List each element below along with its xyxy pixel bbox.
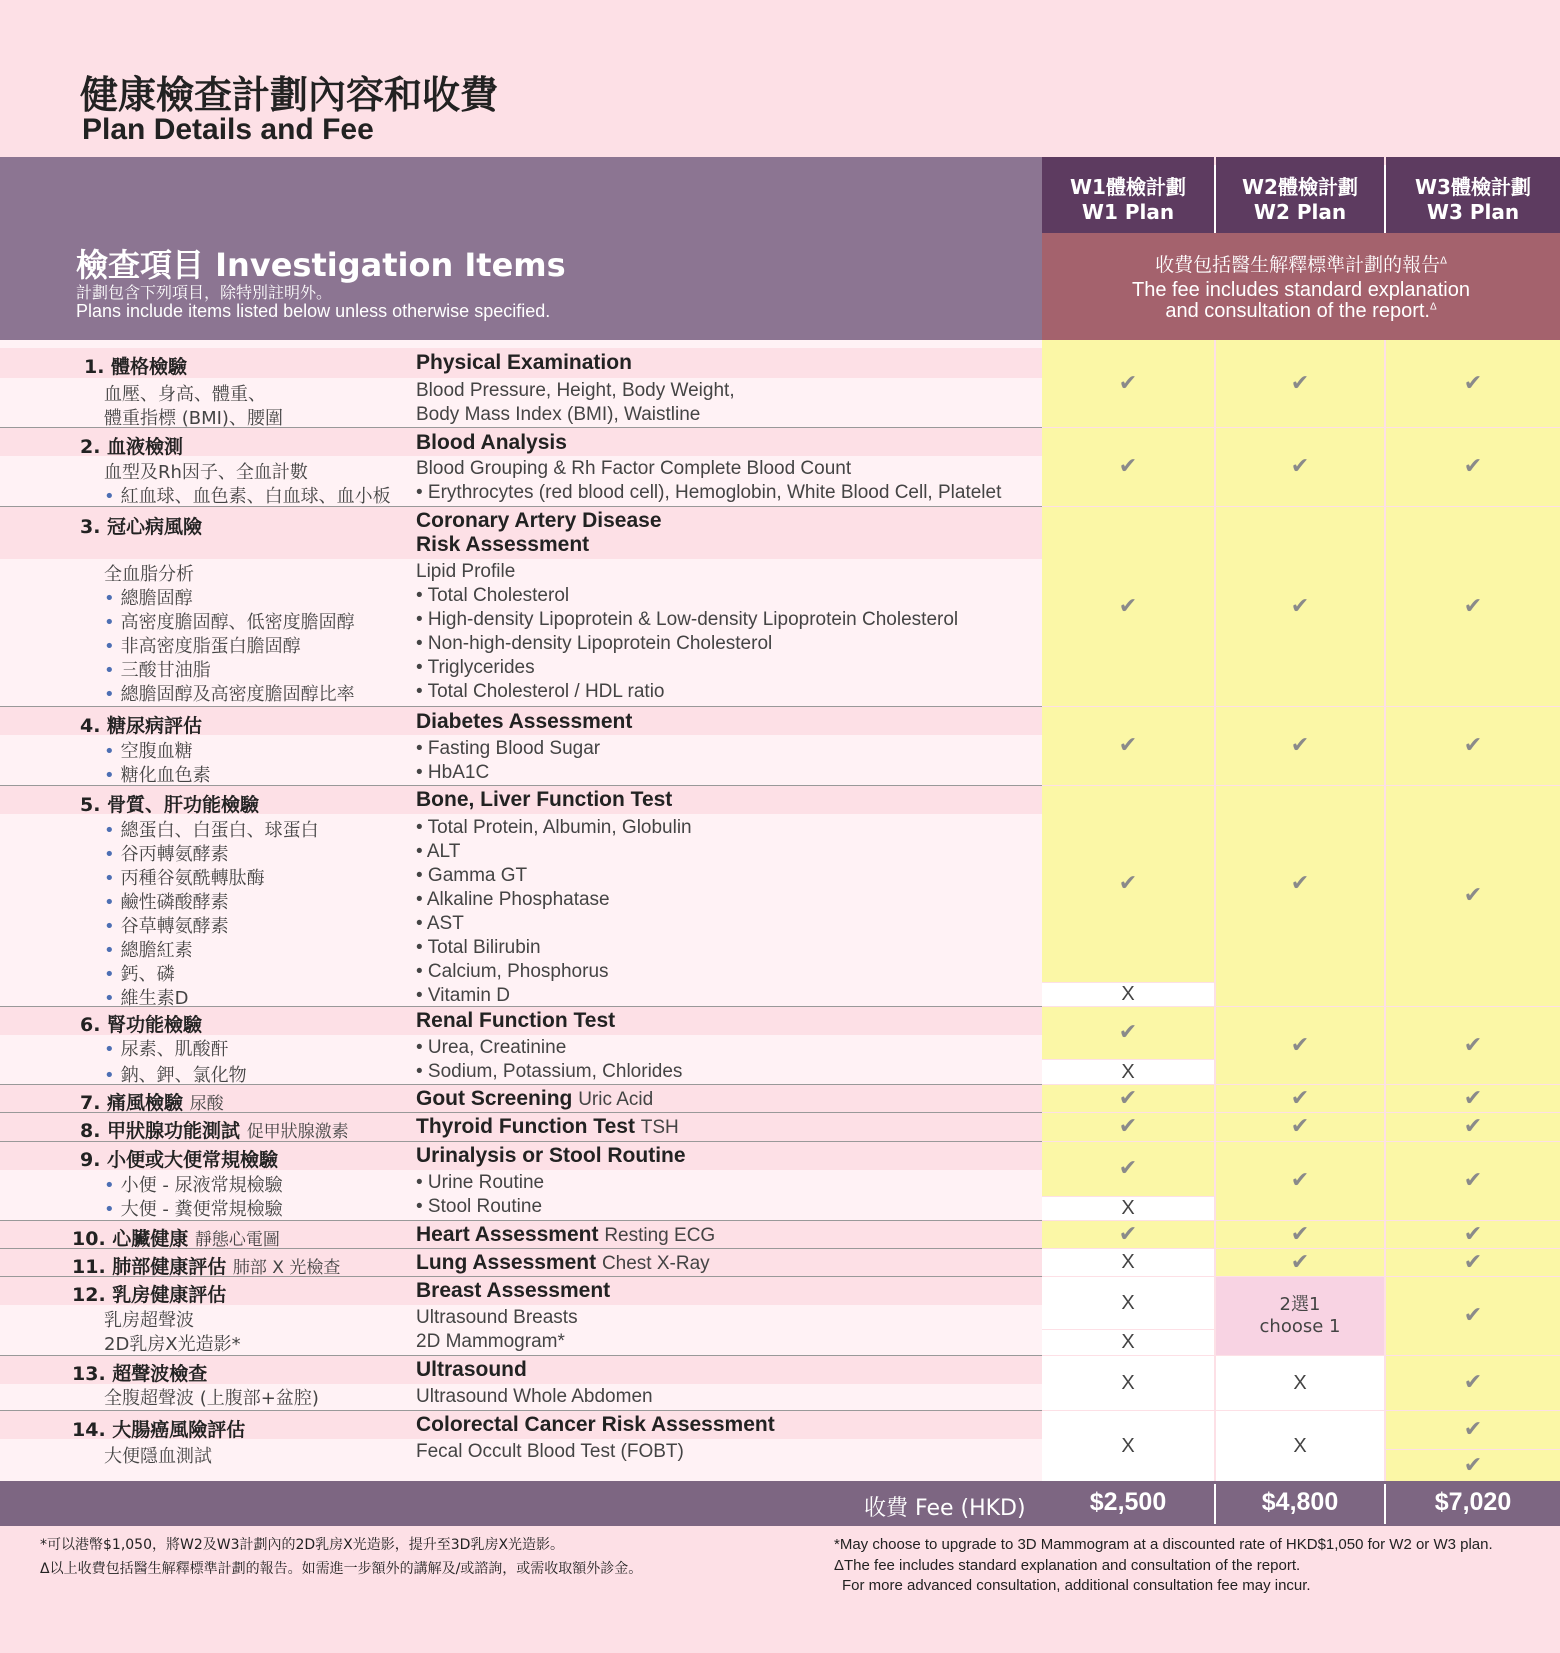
w1-cell (1042, 786, 1214, 982)
item-en: • Total Bilirubin (416, 937, 541, 958)
plan-header-w3 (1386, 157, 1560, 233)
w1-cell (1042, 1060, 1214, 1084)
item-zh: 小便 - 尿液常規檢驗 (120, 1175, 283, 1196)
check-icon: ✔ (1290, 1221, 1310, 1247)
item-zh: 體重指標 (BMI)、腰圍 (104, 408, 283, 429)
check-icon: ✔ (1290, 454, 1310, 479)
check-icon: ✔ (1118, 1114, 1138, 1139)
plan-name-en: W1 Plan (1081, 200, 1175, 224)
item-en: • Gamma GT (416, 865, 528, 886)
w3-cell (1386, 786, 1560, 1006)
section-12-title-zh: 12. 乳房健康評估 (72, 1284, 227, 1306)
item-zh: 谷丙轉氨酵素 (120, 844, 229, 865)
section-11-title-en (416, 1251, 710, 1275)
page-title-zh: 健康檢查計劃內容和收費 (80, 73, 499, 117)
x-mark: X (1121, 1291, 1135, 1314)
section-8-title-zh (80, 1116, 349, 1143)
section-divider (0, 706, 1042, 707)
section-title-en: Gout Screening (416, 1087, 573, 1110)
section-6-title-en: Renal Function Test (416, 1009, 616, 1032)
check-icon: ✔ (1463, 1452, 1483, 1478)
section-13-title-en: Ultrasound (416, 1358, 527, 1381)
x-mark: X (1121, 1197, 1135, 1219)
x-mark: X (1293, 1371, 1307, 1394)
section-divider (0, 1410, 1042, 1411)
check-icon: ✔ (1463, 883, 1483, 908)
item-zh: 全腹超聲波 (上腹部+盆腔) (104, 1388, 319, 1409)
check-icon: ✔ (1118, 593, 1138, 619)
page-title-en: Plan Details and Fee (82, 113, 374, 146)
item-zh: 谷草轉氨酵素 (120, 916, 229, 937)
bullet-icon: • (104, 1175, 115, 1196)
section-2-title-en: Blood Analysis (416, 431, 567, 454)
section-3-title-en-line1: Coronary Artery Disease (416, 509, 662, 532)
w2-cell (1216, 1249, 1384, 1276)
w2-choose-cell (1216, 1277, 1384, 1355)
plan-name-zh: W1體檢計劃 (1070, 175, 1186, 199)
bullet-icon: • (104, 660, 115, 681)
plan-name-en: W3 Plan (1426, 200, 1520, 224)
item-zh: 全血脂分析 (104, 564, 194, 585)
fee-w2: $4,800 (1261, 1488, 1339, 1516)
bullet-icon: • (104, 1065, 115, 1086)
w1-cell (1042, 983, 1214, 1006)
section-7-title-en (416, 1087, 653, 1111)
item-zh: 維生素D (120, 988, 189, 1009)
bullet-icon: • (104, 588, 115, 609)
w1-cell (1042, 340, 1214, 427)
bullet-icon: • (104, 486, 115, 507)
item-en: • Urine Routine (416, 1172, 545, 1193)
bullet-icon: • (104, 684, 115, 705)
plan-note-en-line1: The fee includes standard explanation (1131, 279, 1470, 301)
w2-cell (1216, 507, 1384, 706)
item-zh: 鈣、磷 (120, 964, 175, 985)
w1-cell (1042, 507, 1214, 706)
w2-cell (1216, 1221, 1384, 1248)
bullet-icon: • (104, 868, 115, 889)
plan-name-zh: W2體檢計劃 (1242, 175, 1358, 199)
item-zh: 血型及Rh因子、全血計數 (104, 462, 308, 483)
w2-cell (1216, 1142, 1384, 1220)
check-icon: ✔ (1290, 1168, 1310, 1193)
section-4-title-zh: 4. 糖尿病評估 (80, 715, 203, 737)
check-icon: ✔ (1290, 1114, 1310, 1139)
item-zh: 鈉、鉀、氯化物 (120, 1065, 247, 1086)
check-icon: ✔ (1463, 370, 1483, 396)
check-icon: ✔ (1463, 454, 1483, 479)
section-title-zh: 8. 甲狀腺功能測試 (80, 1120, 241, 1142)
section-8-title-en (416, 1115, 679, 1139)
item-en: • HbA1C (416, 762, 490, 783)
check-icon: ✔ (1290, 733, 1310, 758)
w3-cell (1386, 1277, 1560, 1355)
bullet-icon: • (104, 1199, 115, 1220)
check-icon: ✔ (1118, 1156, 1138, 1181)
check-icon: ✔ (1463, 593, 1483, 619)
w3-cell (1386, 1221, 1560, 1248)
item-en: • Calcium, Phosphorus (416, 961, 609, 982)
w1-cell (1042, 1197, 1214, 1220)
footnote-en-2: ΔThe fee includes standard explanation and consultation of the report. (834, 1557, 1301, 1574)
w3-cell (1386, 1411, 1560, 1449)
bullet-icon: • (104, 964, 115, 985)
w1-cell (1042, 1330, 1214, 1355)
plan-note-en-line2: and consultation of the report. (1165, 300, 1430, 322)
fee-w3: $7,020 (1434, 1488, 1512, 1516)
section-title-zh-detail: 靜態心電圖 (194, 1230, 280, 1250)
check-icon: ✔ (1463, 1032, 1483, 1058)
w1-cell (1042, 707, 1214, 785)
check-icon: ✔ (1463, 733, 1483, 758)
bullet-icon: • (104, 916, 115, 937)
section-5-title-en: Bone, Liver Function Test (416, 788, 673, 811)
check-icon: ✔ (1118, 1221, 1138, 1247)
bullet-icon: • (104, 741, 115, 762)
check-icon: ✔ (1118, 370, 1138, 396)
w3-cell (1386, 507, 1560, 706)
section-2-title-zh: 2. 血液檢測 (80, 436, 184, 458)
plan-header-w1 (1042, 157, 1214, 233)
bullet-icon: • (104, 844, 115, 865)
footnote-en-1: *May choose to upgrade to 3D Mammogram at a discounted rate of HKD$1,050 for W2 or W3 plan. (834, 1536, 1493, 1553)
check-icon: ✔ (1118, 454, 1138, 479)
bullet-icon: • (104, 765, 115, 786)
section-6-title-zh: 6. 腎功能檢驗 (80, 1014, 203, 1036)
w1-cell (1042, 1221, 1214, 1248)
item-en: • Stool Routine (416, 1196, 543, 1217)
w3-cell (1386, 1113, 1560, 1141)
check-icon: ✔ (1290, 1032, 1310, 1058)
x-mark: X (1121, 1371, 1135, 1394)
check-icon: ✔ (1290, 593, 1310, 619)
investigation-subtitle-en: Plans include items listed below unless otherwise specified. (76, 301, 551, 321)
section-title-en-detail: Chest X-Ray (601, 1253, 710, 1274)
w3-cell (1386, 707, 1560, 785)
item-zh: 丙種谷氨酰轉肽酶 (120, 868, 265, 889)
footnote-en-3: For more advanced consultation, additional consultation fee may incur. (842, 1577, 1311, 1594)
item-en: • Fasting Blood Sugar (416, 738, 601, 759)
w1-cell (1042, 1411, 1214, 1481)
item-en: • Vitamin D (416, 985, 510, 1006)
item-en: Body Mass Index (BMI), Waistline (416, 404, 701, 425)
section-title-zh-detail: 尿酸 (189, 1094, 224, 1114)
plan-header-w2 (1216, 157, 1384, 233)
w1-cell (1042, 1085, 1214, 1112)
w1-cell (1042, 1356, 1214, 1410)
plan-fee-note (1042, 233, 1560, 340)
check-icon: ✔ (1290, 1249, 1310, 1275)
w1-cell (1042, 428, 1214, 506)
x-mark: X (1293, 1434, 1307, 1457)
section-3-title-zh: 3. 冠心病風險 (80, 516, 203, 538)
item-en: Ultrasound Whole Abdomen (416, 1386, 653, 1407)
item-zh: 大便 - 糞便常規檢驗 (120, 1199, 283, 1220)
bullet-icon: • (104, 988, 115, 1009)
item-zh: 紅血球、血色素、白血球、血小板 (120, 486, 391, 507)
w2-cell (1216, 786, 1384, 1006)
w2-cell (1216, 1085, 1384, 1112)
item-zh: 尿素、肌酸酐 (120, 1039, 229, 1060)
item-en: • Triglycerides (416, 657, 535, 678)
check-icon: ✔ (1463, 1221, 1483, 1247)
section-3-title-en-line2: Risk Assessment (416, 533, 590, 556)
bullet-icon: • (104, 1039, 115, 1060)
section-title-zh: 7. 痛風檢驗 (80, 1092, 184, 1114)
item-en: Ultrasound Breasts (416, 1307, 578, 1328)
w3-cell (1386, 1249, 1560, 1276)
check-icon: ✔ (1463, 1417, 1483, 1442)
item-zh: 大便隱血測試 (104, 1446, 212, 1467)
section-11-title-zh (72, 1252, 340, 1279)
w2-cell (1216, 707, 1384, 785)
x-mark: X (1121, 1434, 1135, 1457)
section-13-title-zh: 13. 超聲波檢查 (72, 1363, 208, 1385)
item-zh: 空腹血糖 (120, 741, 193, 762)
check-icon: ✔ (1118, 871, 1138, 896)
section-1-title-zh: 1. 體格檢驗 (84, 356, 188, 378)
item-zh: 鹼性磷酸酵素 (120, 892, 229, 913)
check-icon: ✔ (1463, 1085, 1483, 1111)
bullet-icon: • (104, 892, 115, 913)
section-5-title-zh: 5. 骨質、肝功能檢驗 (80, 794, 260, 816)
w2-cell (1216, 1007, 1384, 1084)
w2-cell (1216, 1113, 1384, 1141)
w3-cell (1386, 1085, 1560, 1112)
item-en: 2D Mammogram* (416, 1331, 565, 1352)
item-zh: 非高密度脂蛋白膽固醇 (120, 636, 301, 657)
bullet-icon: • (104, 612, 115, 633)
item-en: Fecal Occult Blood Test (FOBT) (416, 1441, 684, 1462)
check-icon: ✔ (1463, 1370, 1483, 1395)
item-en: • Non-high-density Lipoprotein Cholesterol (416, 633, 773, 654)
w3-cell (1386, 1007, 1560, 1084)
w2-cell (1216, 340, 1384, 427)
section-title-en-detail: Resting ECG (604, 1225, 716, 1246)
check-icon: ✔ (1290, 871, 1310, 896)
item-en: • Alkaline Phosphatase (416, 889, 610, 910)
delta-mark: Δ (1440, 255, 1447, 267)
w3-cell (1386, 1356, 1560, 1410)
section-title-en: Heart Assessment (416, 1223, 599, 1246)
section-10-title-zh (72, 1224, 280, 1251)
x-mark: X (1121, 1251, 1135, 1273)
check-icon: ✔ (1290, 370, 1310, 396)
w1-cell (1042, 1142, 1214, 1196)
check-icon: ✔ (1290, 1085, 1310, 1111)
section-title-en: Lung Assessment (416, 1251, 597, 1274)
w1-cell (1042, 1113, 1214, 1141)
section-title-zh-detail: 促甲狀腺激素 (246, 1122, 349, 1142)
investigation-title: 檢查項目 Investigation Items (76, 246, 566, 284)
section-4-title-en: Diabetes Assessment (416, 710, 633, 733)
w3-cell (1386, 1142, 1560, 1220)
fee-w1: $2,500 (1089, 1488, 1167, 1516)
item-en: • AST (416, 913, 464, 934)
choose-label-en: choose 1 (1259, 1316, 1341, 1337)
section-title-en: Thyroid Function Test (416, 1115, 635, 1138)
item-zh: 2D乳房X光造影* (104, 1334, 241, 1355)
item-zh: 乳房超聲波 (104, 1310, 194, 1331)
item-en: • High-density Lipoprotein & Low-density Lipoprotein Cholesterol (416, 609, 959, 630)
section-title-en-detail: TSH (640, 1117, 679, 1138)
section-title-en-detail: Uric Acid (578, 1089, 654, 1110)
bullet-icon: • (104, 636, 115, 657)
column-divider (1384, 165, 1386, 233)
item-en: • Urea, Creatinine (416, 1037, 567, 1058)
plan-name-en: W2 Plan (1253, 200, 1347, 224)
section-10-title-en (416, 1223, 715, 1247)
section-9-title-zh: 9. 小便或大便常規檢驗 (80, 1149, 279, 1171)
bullet-icon: • (104, 820, 115, 841)
item-zh: 高密度膽固醇、低密度膽固醇 (120, 612, 355, 633)
item-en: • Total Cholesterol / HDL ratio (416, 681, 665, 702)
w2-cell (1216, 1356, 1384, 1410)
footnote-zh-1: *可以港幣$1,050，將W2及W3計劃內的2D乳房X光造影，提升至3D乳房X光造影。 (40, 1537, 565, 1553)
check-icon: ✔ (1463, 1303, 1483, 1328)
w3-cell (1386, 1450, 1560, 1481)
footnote-zh-2: Δ以上收費包括醫生解釋標準計劃的報告。如需進一步額外的講解及/或諮詢，或需收取額外診金。 (40, 1561, 643, 1577)
w2-cell (1216, 428, 1384, 506)
w1-cell (1042, 1249, 1214, 1276)
item-zh: 總膽固醇及高密度膽固醇比率 (120, 684, 355, 705)
investigation-subtitle-zh: 計劃包含下列項目，除特別註明外。 (76, 283, 333, 302)
delta-mark: Δ (1429, 301, 1437, 313)
check-icon: ✔ (1463, 1249, 1483, 1275)
x-mark: X (1121, 983, 1135, 1005)
section-14-title-en: Colorectal Cancer Risk Assessment (416, 1413, 775, 1436)
item-en: • Erythrocytes (red blood cell), Hemoglobin, White Blood Cell, Platelet (416, 482, 1002, 503)
item-zh: 三酸甘油脂 (120, 660, 211, 681)
section-9-title-en: Urinalysis or Stool Routine (416, 1144, 686, 1167)
section-14-title-zh: 14. 大腸癌風險評估 (72, 1419, 246, 1441)
section-title-zh: 11. 肺部健康評估 (72, 1256, 227, 1278)
item-zh: 糖化血色素 (120, 765, 211, 786)
item-en: • ALT (416, 841, 461, 862)
check-icon: ✔ (1118, 1020, 1138, 1045)
w1-cell (1042, 1277, 1214, 1329)
w3-cell (1386, 428, 1560, 506)
x-mark: X (1121, 1331, 1135, 1353)
plan-note-zh: 收費包括醫生解釋標準計劃的報告 (1155, 254, 1441, 276)
fee-label: 收費 Fee (HKD) (864, 1496, 1026, 1521)
bullet-icon: • (104, 940, 115, 961)
w2-cell (1216, 1411, 1384, 1481)
check-icon: ✔ (1118, 1085, 1138, 1111)
item-en: Blood Pressure, Height, Body Weight, (416, 380, 735, 401)
x-mark: X (1121, 1060, 1135, 1083)
item-en: • Total Cholesterol (416, 585, 570, 606)
w3-cell (1386, 340, 1560, 427)
section-title-zh: 10. 心臟健康 (72, 1228, 189, 1250)
section-title-zh-detail: 肺部 X 光檢查 (232, 1258, 341, 1278)
choose-label-zh: 2選1 (1279, 1294, 1321, 1315)
section-12-title-en: Breast Assessment (416, 1279, 611, 1302)
item-en: Lipid Profile (416, 561, 516, 582)
plan-name-zh: W3體檢計劃 (1415, 175, 1531, 199)
item-zh: 總膽紅素 (120, 940, 193, 961)
item-en: • Total Protein, Albumin, Globulin (416, 817, 692, 838)
w1-cell (1042, 1007, 1214, 1059)
section-7-title-zh (80, 1088, 224, 1115)
item-zh: 血壓、身高、體重、 (104, 384, 266, 405)
item-zh: 總蛋白、白蛋白、球蛋白 (120, 820, 319, 841)
check-icon: ✔ (1118, 733, 1138, 758)
check-icon: ✔ (1463, 1114, 1483, 1139)
column-divider (1214, 165, 1216, 233)
item-zh: 總膽固醇 (120, 588, 193, 609)
section-1-title-en: Physical Examination (416, 351, 632, 374)
item-en: • Sodium, Potassium, Chlorides (416, 1061, 683, 1082)
item-en: Blood Grouping & Rh Factor Complete Blood Count (416, 458, 852, 479)
check-icon: ✔ (1463, 1168, 1483, 1193)
